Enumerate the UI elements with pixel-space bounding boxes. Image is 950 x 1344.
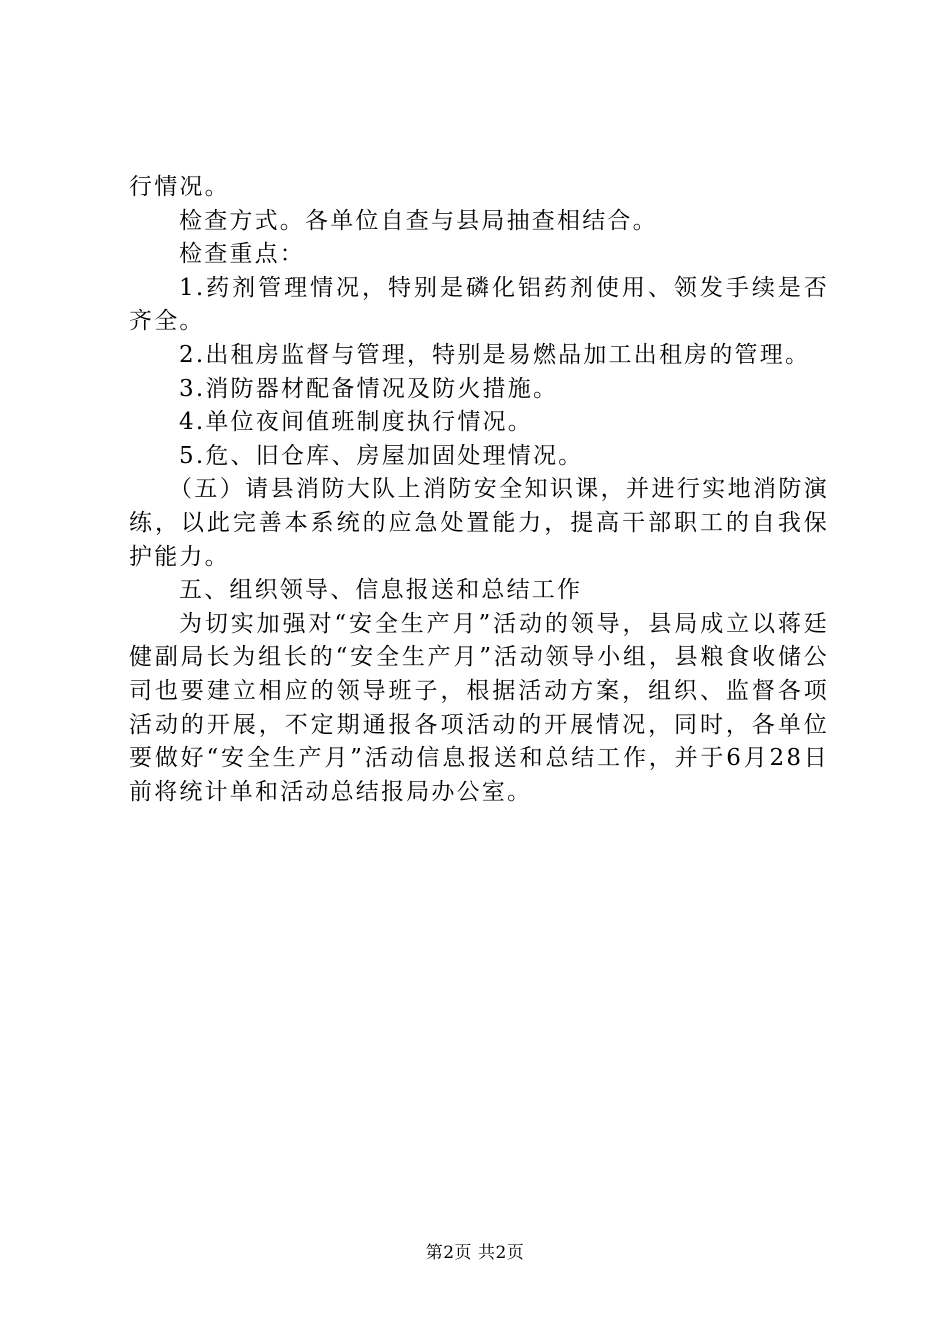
section-heading-organization: 五、组织领导、信息报送和总结工作: [179, 577, 583, 604]
paragraph-inspection-focus-heading: 检查重点：: [179, 241, 305, 268]
paragraph-item-1: 1.药剂管理情况，特别是磷化铝药剂使用、领发手续是否齐全。: [129, 274, 829, 335]
paragraph-organization: 为切实加强对“安全生产月”活动的领导，县局成立以蒋廷健副局长为组长的“安全生产月”活动领导小组，县粮食收储公司也要建立相应的领导班子，根据活动方案，组织、监督各项活动的开展，不定期通报各项活动的开展情况，同时，各单位要做好“安全生产月”活动信息报送和总结工作，并于6月28日前将统计单和活动总结报局办公室。: [129, 610, 829, 805]
paragraph-item-3: 3.消防器材配备情况及防火措施。: [179, 375, 559, 402]
paragraph-item-4: 4.单位夜间值班制度执行情况。: [179, 409, 533, 436]
paragraph-item-2: 2.出租房监督与管理，特别是易燃品加工出租房的管理。: [179, 341, 811, 368]
paragraph-inspection-method: 检查方式。各单位自查与县局抽查相结合。: [179, 207, 658, 234]
paragraph-item-5: 5.危、旧仓库、房屋加固处理情况。: [179, 442, 584, 469]
paragraph-section-five: （五）请县消防大队上消防安全知识课，并进行实地消防演练，以此完善本系统的应急处置能力，提高干部职工的自我保护能力。: [129, 476, 829, 570]
document-body: [129, 171, 829, 809]
page-number-footer: 第2页 共2页: [425, 1243, 525, 1263]
paragraph-continuation: 行情况。: [129, 174, 230, 200]
